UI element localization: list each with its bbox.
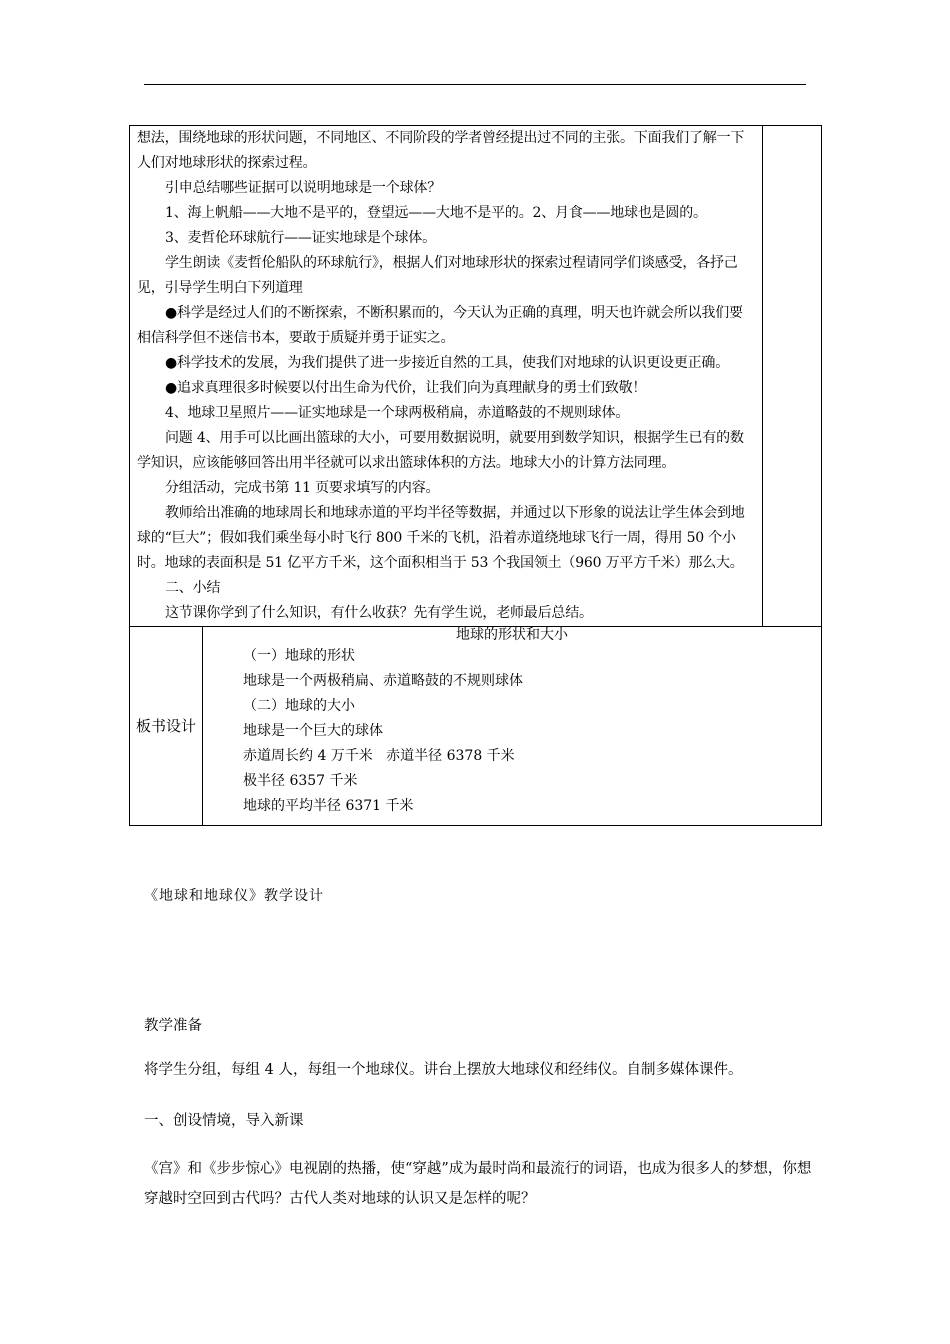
board-line: 赤道周长约 4 万千米 赤道半径 6378 千米 <box>243 748 515 764</box>
lesson-content-cell <box>130 126 763 627</box>
lesson-table <box>129 125 822 826</box>
content-paragraph: 问题 4、用手可以比画出篮球的大小，可要用数据说明，就要用到数学知识，根据学生已有的数学知识，应该能够回答出用半径就可以求出篮球体积的方法。地球大小的计算方法同理。 <box>137 430 744 471</box>
content-paragraph: 3、麦哲伦环球航行——证实地球是个球体。 <box>165 230 436 246</box>
content-paragraph: 二、小结 <box>165 580 221 596</box>
content-paragraph: 分组活动，完成书第 11 页要求填写的内容。 <box>165 480 440 496</box>
content-paragraph: 这节课你学到了什么知识，有什么收获？先有学生说，老师最后总结。 <box>165 605 593 621</box>
content-paragraph: 教师给出准确的地球周长和地球赤道的平均半径等数据，并通过以下形象的说法让学生体会到地球的“巨大”；假如我们乘坐每小时飞行 800 千米的飞机，沿着赤道绕地球飞行一周，得用 50 个小时。地球的表面积是 51 亿平方千米，这个面积相当于 53 个我国领土（960 万平方千米）那么大。 <box>137 505 745 571</box>
board-line: 地球是一个两极稍扁、赤道略鼓的不规则球体 <box>243 673 523 689</box>
board-line: 地球的平均半径 6371 千米 <box>243 798 414 814</box>
header-rule <box>144 84 806 85</box>
board-line: 极半径 6357 千米 <box>243 773 358 789</box>
board-design-cell <box>203 627 822 826</box>
section-paragraph: 《宫》和《步步惊心》电视剧的热播，使“穿越”成为最时尚和最流行的词语，也成为很多人的梦想，你想穿越时空回到古代吗？古代人类对地球的认识又是怎样的呢？ <box>144 1161 812 1207</box>
content-paragraph: 想法，围绕地球的形状问题，不同地区、不同阶段的学者曾经提出过不同的主张。下面我们了解一下人们对地球形状的探索过程。 <box>137 130 745 171</box>
content-paragraph: ●科学是经过人们的不断探索，不断积累而的，今天认为正确的真理，明天也许就会所以我们要相信科学但不迷信书本，要敢于质疑并勇于证实之。 <box>137 305 743 346</box>
content-paragraph: 学生朗读《麦哲伦船队的环球航行》，根据人们对地球形状的探索过程请同学们谈感受，各抒己见，引导学生明白下列道理 <box>137 255 738 296</box>
notes-cell <box>763 126 822 627</box>
board-line: 地球是一个巨大的球体 <box>243 723 383 739</box>
content-paragraph: 1、海上帆船——大地不是平的，登望远——大地不是平的。2、月食——地球也是圆的。 <box>165 205 707 221</box>
board-title: 地球的形状和大小 <box>456 627 568 643</box>
content-paragraph: ●追求真理很多时候要以付出生命为代价，让我们向为真理献身的勇士们致敬！ <box>165 380 647 396</box>
board-line: （二）地球的大小 <box>243 698 355 714</box>
board-design-row <box>130 627 822 826</box>
section-heading: 教学准备 <box>144 1018 202 1034</box>
content-paragraph: 4、地球卫星照片——证实地球是一个球两极稍扁，赤道略鼓的不规则球体。 <box>165 405 630 421</box>
section-paragraph: 将学生分组，每组 4 人，每组一个地球仪。讲台上摆放大地球仪和经纬仪。自制多媒体课件。 <box>144 1062 743 1078</box>
lesson-content-row <box>130 126 822 627</box>
content-paragraph: 引申总结哪些证据可以说明地球是一个球体？ <box>165 180 441 196</box>
content-paragraph: ●科学技术的发展，为我们提供了进一步接近自然的工具，使我们对地球的认识更设更正确。 <box>165 355 730 371</box>
board-design-label: 板书设计 <box>130 627 203 826</box>
section-heading: 一、创设情境，导入新课 <box>144 1113 304 1129</box>
document-caption: 《地球和地球仪》教学设计 <box>144 888 324 904</box>
board-line: （一）地球的形状 <box>243 648 355 664</box>
